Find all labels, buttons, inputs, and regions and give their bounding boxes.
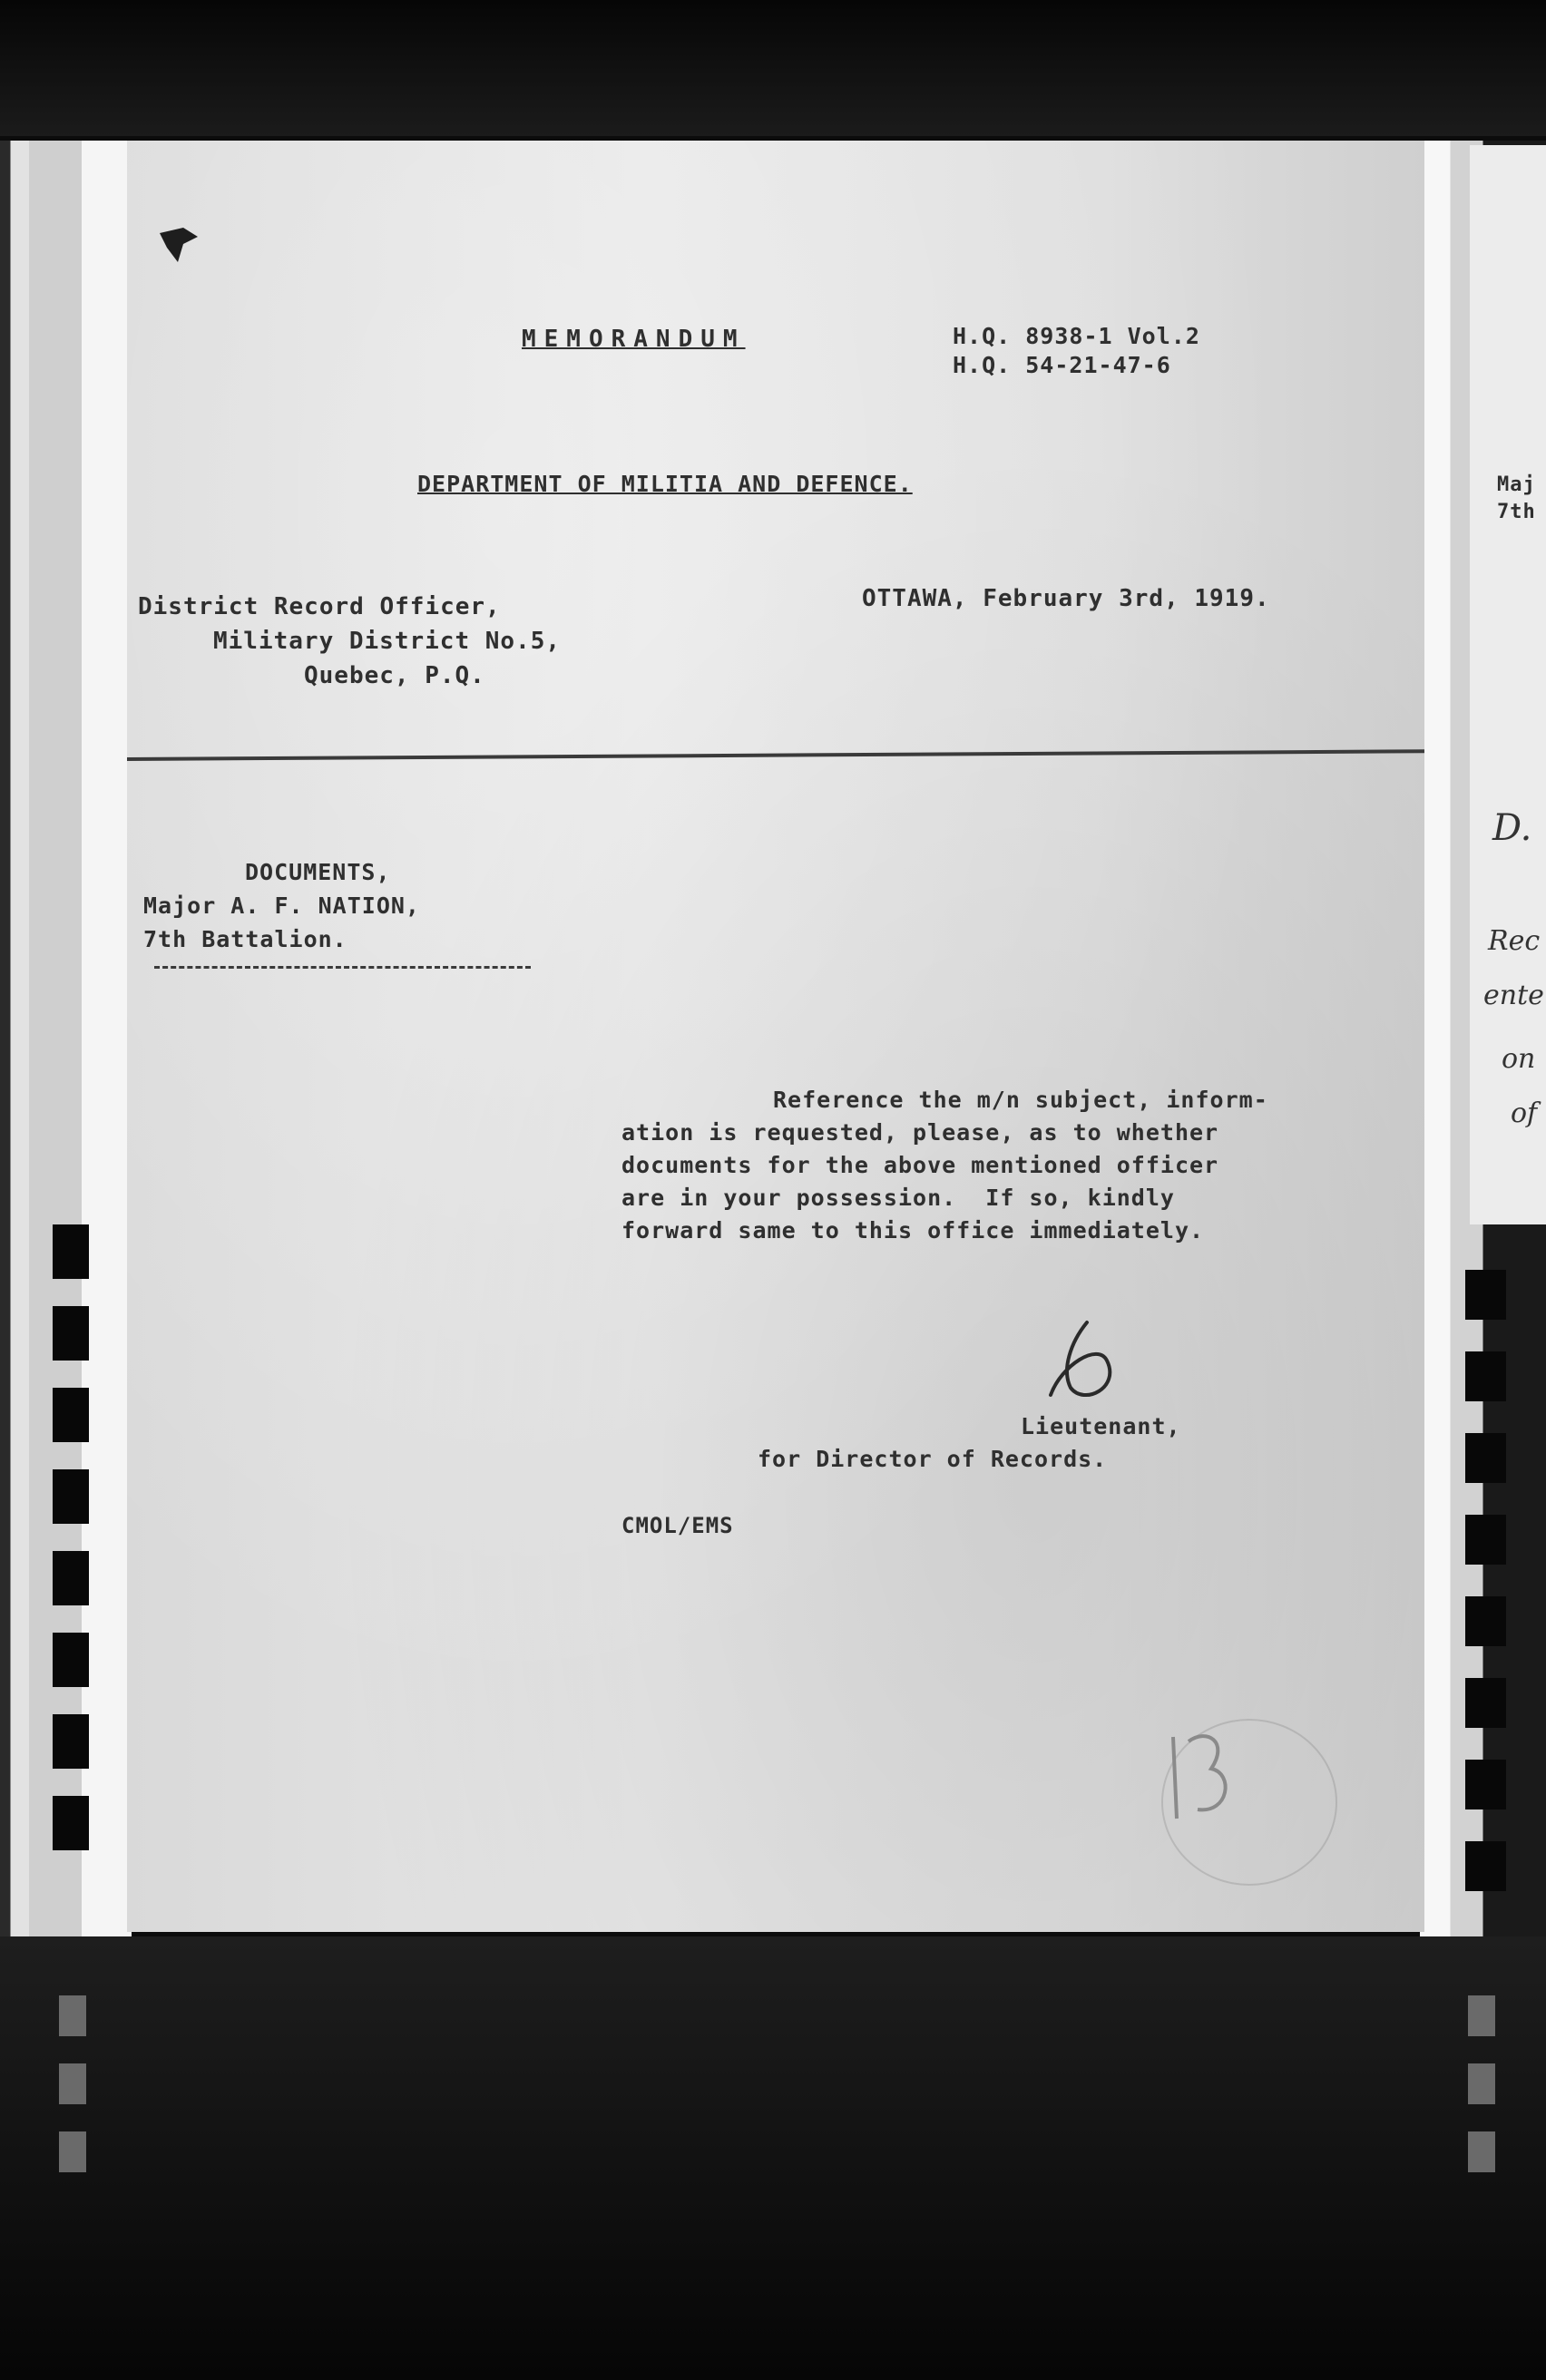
department-heading: DEPARTMENT OF MILITIA AND DEFENCE. xyxy=(417,471,913,497)
adjacent-handwriting: of xyxy=(1511,1097,1538,1129)
signature-rank: Lieutenant, xyxy=(1021,1413,1181,1439)
sprocket-hole xyxy=(1468,2063,1495,2104)
film-strip-bottom xyxy=(0,1936,1546,2380)
adjacent-typed-line: 7th xyxy=(1497,501,1536,523)
sprocket-hole xyxy=(53,1796,89,1850)
sprocket-hole xyxy=(1468,1995,1495,2036)
sprocket-hole xyxy=(1465,1841,1506,1891)
body-line: Reference the m/n subject, inform- xyxy=(773,1087,1268,1113)
sprocket-hole xyxy=(1465,1433,1506,1483)
sprocket-hole xyxy=(1465,1596,1506,1646)
sprocket-hole xyxy=(53,1633,89,1687)
sprocket-hole xyxy=(1465,1351,1506,1401)
signature-mark xyxy=(1034,1315,1143,1415)
typist-initials: CMOL/EMS xyxy=(621,1513,734,1538)
sprocket-hole xyxy=(59,1995,86,2036)
recipient-line: Quebec, P.Q. xyxy=(304,662,485,689)
sprocket-hole xyxy=(53,1469,89,1524)
adjacent-handwriting: on xyxy=(1502,1043,1536,1075)
subject-line: 7th Battalion. xyxy=(143,926,347,952)
date-line: OTTAWA, February 3rd, 1919. xyxy=(862,585,1270,612)
adjacent-handwriting: Rec xyxy=(1488,925,1541,957)
memorandum-page xyxy=(127,141,1424,1932)
adjacent-handwriting: ente xyxy=(1483,980,1544,1011)
recipient-line: Military District No.5, xyxy=(213,628,562,655)
adjacent-handwriting: D. xyxy=(1492,807,1532,849)
body-line: forward same to this office immediately. xyxy=(621,1217,1205,1244)
subject-line: DOCUMENTS, xyxy=(245,859,391,885)
recipient-line: District Record Officer, xyxy=(138,593,501,620)
divider-rule xyxy=(127,749,1424,761)
signature-title: for Director of Records. xyxy=(758,1446,1108,1472)
handwritten-number-mark xyxy=(1157,1719,1257,1828)
subject-underline xyxy=(154,966,531,969)
adjacent-typed-line: Maj xyxy=(1497,473,1536,496)
sprocket-hole xyxy=(59,2063,86,2104)
sprocket-hole xyxy=(53,1224,89,1279)
sprocket-hole xyxy=(59,2131,86,2172)
sprocket-hole xyxy=(1465,1270,1506,1320)
ink-blot-mark xyxy=(156,224,201,266)
sprocket-hole xyxy=(53,1306,89,1361)
memo-heading: MEMORANDUM xyxy=(522,326,746,353)
sprocket-hole xyxy=(1465,1678,1506,1728)
subject-line: Major A. F. NATION, xyxy=(143,892,420,919)
sprocket-hole xyxy=(1465,1760,1506,1809)
file-reference: H.Q. 8938-1 Vol.2 xyxy=(953,323,1200,349)
body-line: documents for the above mentioned officer xyxy=(621,1152,1219,1178)
sprocket-hole xyxy=(1465,1515,1506,1565)
file-reference: H.Q. 54-21-47-6 xyxy=(953,352,1171,378)
body-line: ation is requested, please, as to whether xyxy=(621,1119,1219,1146)
sprocket-hole xyxy=(1468,2131,1495,2172)
sprocket-hole xyxy=(53,1388,89,1442)
film-strip-top xyxy=(0,0,1546,136)
body-line: are in your possession. If so, kindly xyxy=(621,1185,1175,1211)
sprocket-hole xyxy=(53,1714,89,1769)
adjacent-page-fragment xyxy=(1470,145,1546,1224)
sprocket-hole xyxy=(53,1551,89,1605)
